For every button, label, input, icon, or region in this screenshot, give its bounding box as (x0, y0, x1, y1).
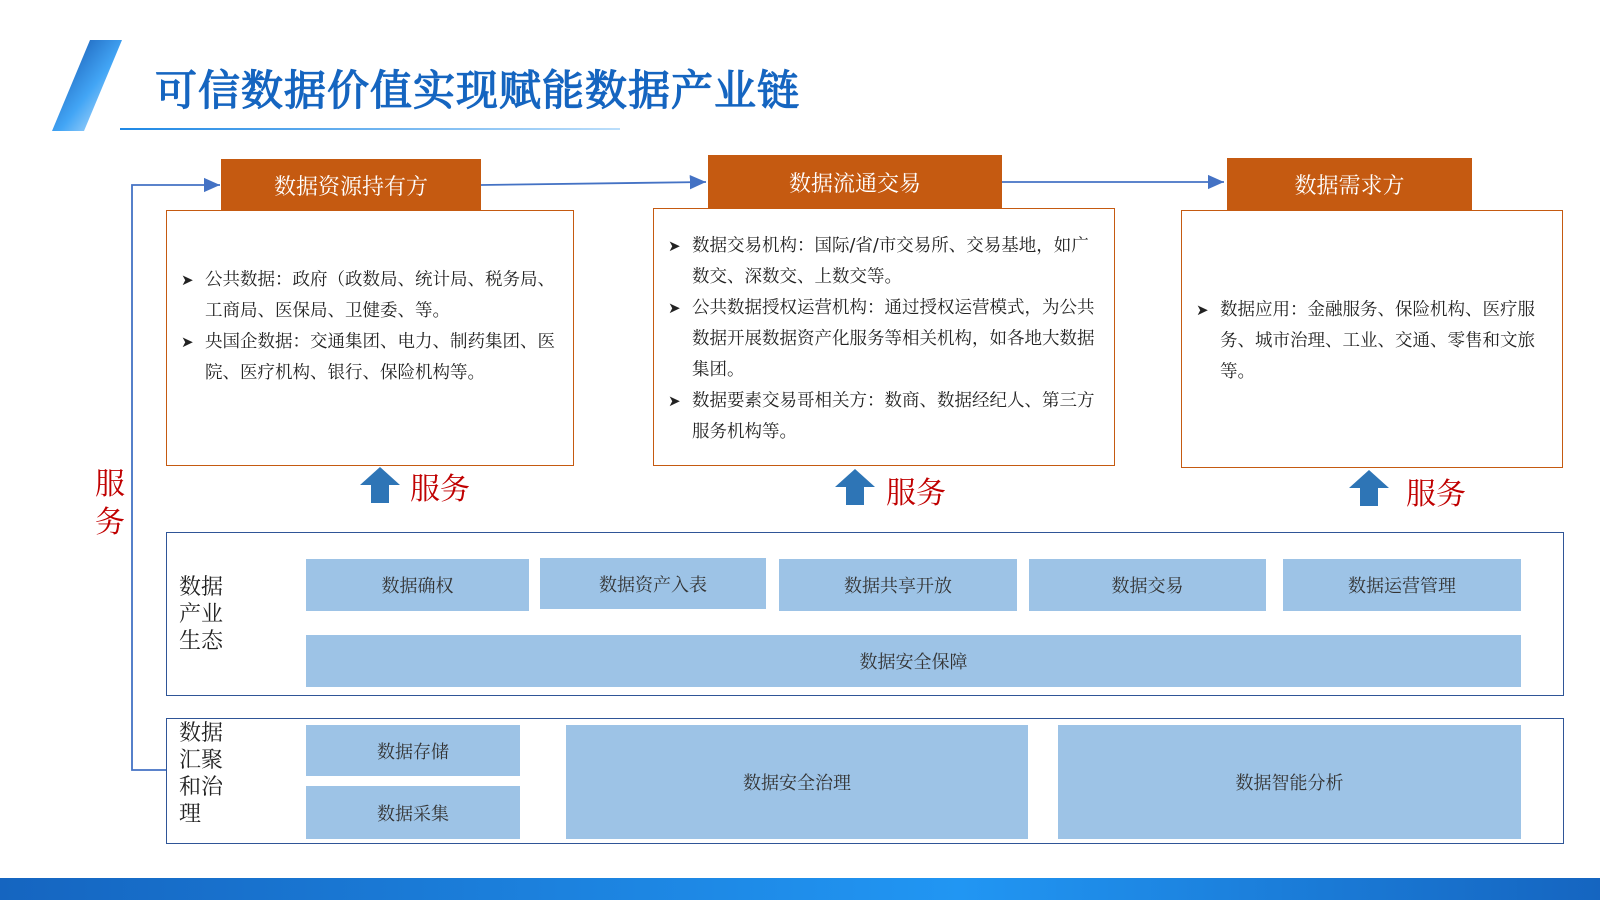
footer-bar (0, 878, 1600, 900)
circulation-item: ➤ 公共数据授权运营机构：通过授权运营模式，为公共数据开展数据资产化服务等相关机构，如各地大数据集团。 (668, 293, 1100, 386)
title-slash-logo-icon (50, 38, 130, 133)
cell-data-storage: 数据存储 (306, 725, 520, 776)
cell-data-collection: 数据采集 (306, 786, 520, 839)
up-arrow-icon (834, 468, 876, 506)
up-arrow-icon (359, 466, 401, 504)
cell-data-sharing: 数据共享开放 (779, 559, 1017, 611)
title-underline (120, 128, 620, 130)
cell-data-trading: 数据交易 (1029, 559, 1266, 611)
header-data-circulation: 数据流通交易 (708, 155, 1002, 209)
service-label: 服务 (1406, 477, 1466, 512)
side-service-label: 服 务 (95, 467, 125, 540)
service-label: 服务 (886, 476, 946, 511)
holder-description-box (166, 210, 574, 466)
circulation-item: ➤ 数据交易机构：国际/省/市交易所、交易基地，如广数交、深数交、上数交等。 (668, 231, 1100, 293)
header-data-demand: 数据需求方 (1227, 158, 1472, 210)
cell-data-intelligent-analysis: 数据智能分析 (1058, 725, 1521, 839)
page-title: 可信数据价值实现赋能数据产业链 (155, 66, 801, 115)
holder-item: ➤ 公共数据：政府（政数局、统计局、税务局、工商局、医保局、卫健委、等。 (181, 265, 559, 327)
ecosystem-label: 数据 产业 生态 (179, 575, 224, 654)
up-arrow-icon (1348, 469, 1390, 507)
demand-description-box (1181, 210, 1563, 468)
demand-item: ➤ 数据应用：金融服务、保险机构、医疗服务、城市治理、工业、交通、零售和文旅等。 (1196, 295, 1548, 388)
governance-label: 数据 汇聚 和治 理 (179, 721, 224, 827)
cell-data-security-assurance: 数据安全保障 (306, 635, 1521, 687)
cell-data-operation: 数据运营管理 (1283, 559, 1521, 611)
circulation-description-box (653, 208, 1115, 466)
header-data-holder: 数据资源持有方 (221, 159, 481, 211)
cell-data-rights: 数据确权 (306, 559, 529, 611)
holder-item: ➤ 央国企数据：交通集团、电力、制药集团、医院、医疗机构、银行、保险机构等。 (181, 327, 559, 389)
service-label: 服务 (410, 472, 470, 507)
cell-data-security-governance: 数据安全治理 (566, 725, 1028, 839)
cell-data-asset-entry: 数据资产入表 (540, 558, 766, 609)
arrow-holder-to-circulation (481, 182, 706, 185)
circulation-item: ➤ 数据要素交易哥相关方：数商、数据经纪人、第三方服务机构等。 (668, 386, 1100, 448)
